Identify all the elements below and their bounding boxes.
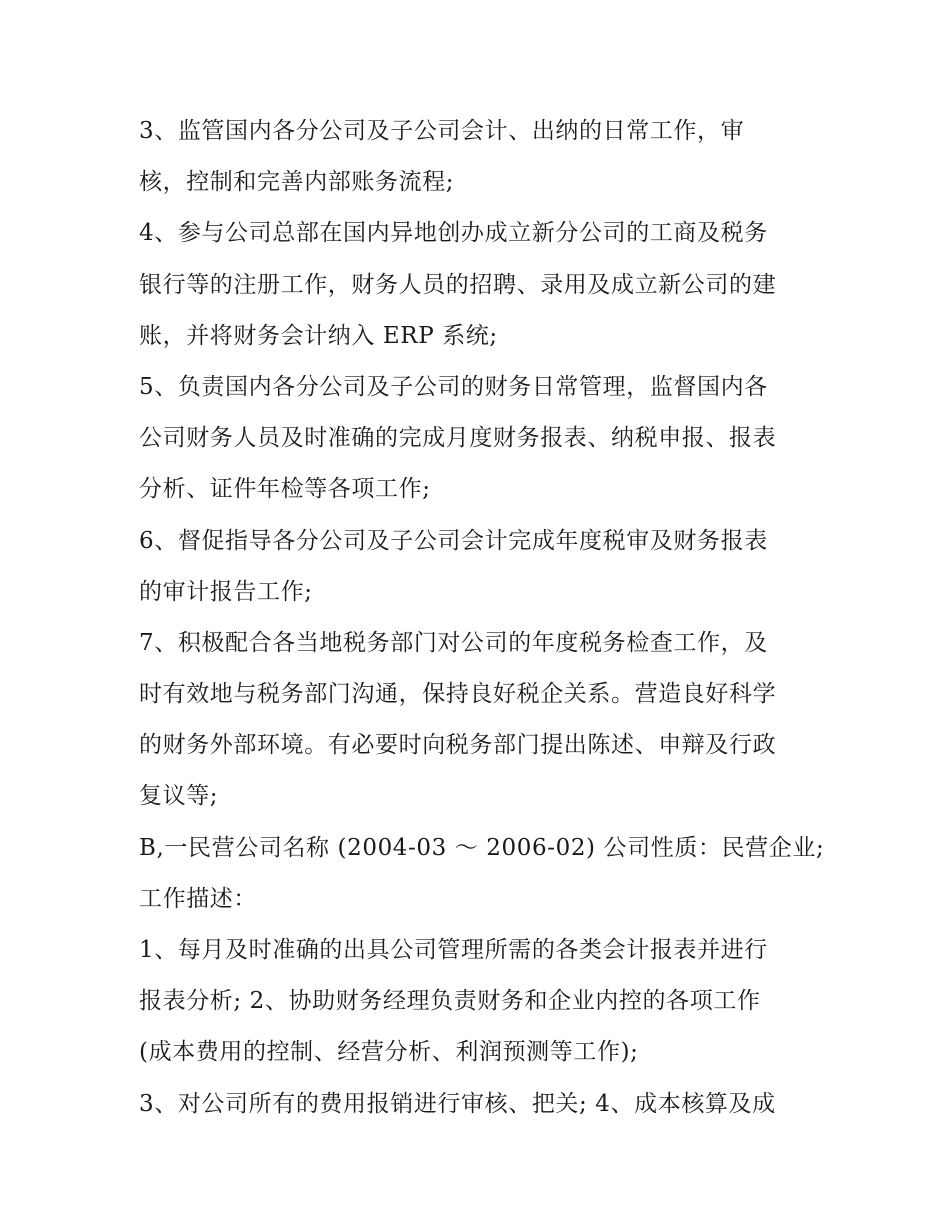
text-line: 时有效地与税务部门沟通，保持良好税企关系。营造良好科学 <box>139 681 777 708</box>
text-line: 复议等; <box>139 783 219 810</box>
text-line: 银行等的注册工作，财务人员的招聘、录用及成立新公司的建 <box>139 271 777 298</box>
text-line: 账，并将财务会计纳入 ERP 系统; <box>139 322 498 349</box>
text-line: 报表分析; 2、协助财务经理负责财务和企业内控的各项工作 <box>139 988 761 1015</box>
text-line: 工作描述： <box>139 885 257 912</box>
text-line: B,一民营公司名称 (2004-03 ～ 2006-02) 公司性质：民营企业; <box>139 834 825 861</box>
text-line: 3、对公司所有的费用报销进行审核、把关; 4、成本核算及成 <box>139 1090 776 1117</box>
document-body <box>139 106 829 1130</box>
text-line: 的审计报告工作; <box>139 578 313 605</box>
text-line: 核，控制和完善内部账务流程; <box>139 169 455 196</box>
text-line: 5、负责国内各分公司及子公司的财务日常管理，监督国内各 <box>139 373 768 400</box>
text-line: 的财务外部环境。有必要时向税务部门提出陈述、申辩及行政 <box>139 732 777 759</box>
text-line: 6、督促指导各分公司及子公司会计完成年度税审及财务报表 <box>139 527 768 554</box>
text-line: 4、参与公司总部在国内异地创办成立新分公司的工商及税务 <box>139 220 768 247</box>
text-line: 1、每月及时准确的出具公司管理所需的各类会计报表并进行 <box>139 937 768 963</box>
text-line: 7、积极配合各当地税务部门对公司的年度税务检查工作，及 <box>139 629 768 656</box>
text-line: (成本费用的控制、经营分析、利润预测等工作); <box>139 1039 639 1066</box>
text-line: 分析、证件年检等各项工作; <box>139 476 431 503</box>
text-line: 公司财务人员及时准确的完成月度财务报表、纳税申报、报表 <box>139 425 777 452</box>
text-line: 3、监管国内各分公司及子公司会计、出纳的日常工作，审 <box>139 118 745 144</box>
